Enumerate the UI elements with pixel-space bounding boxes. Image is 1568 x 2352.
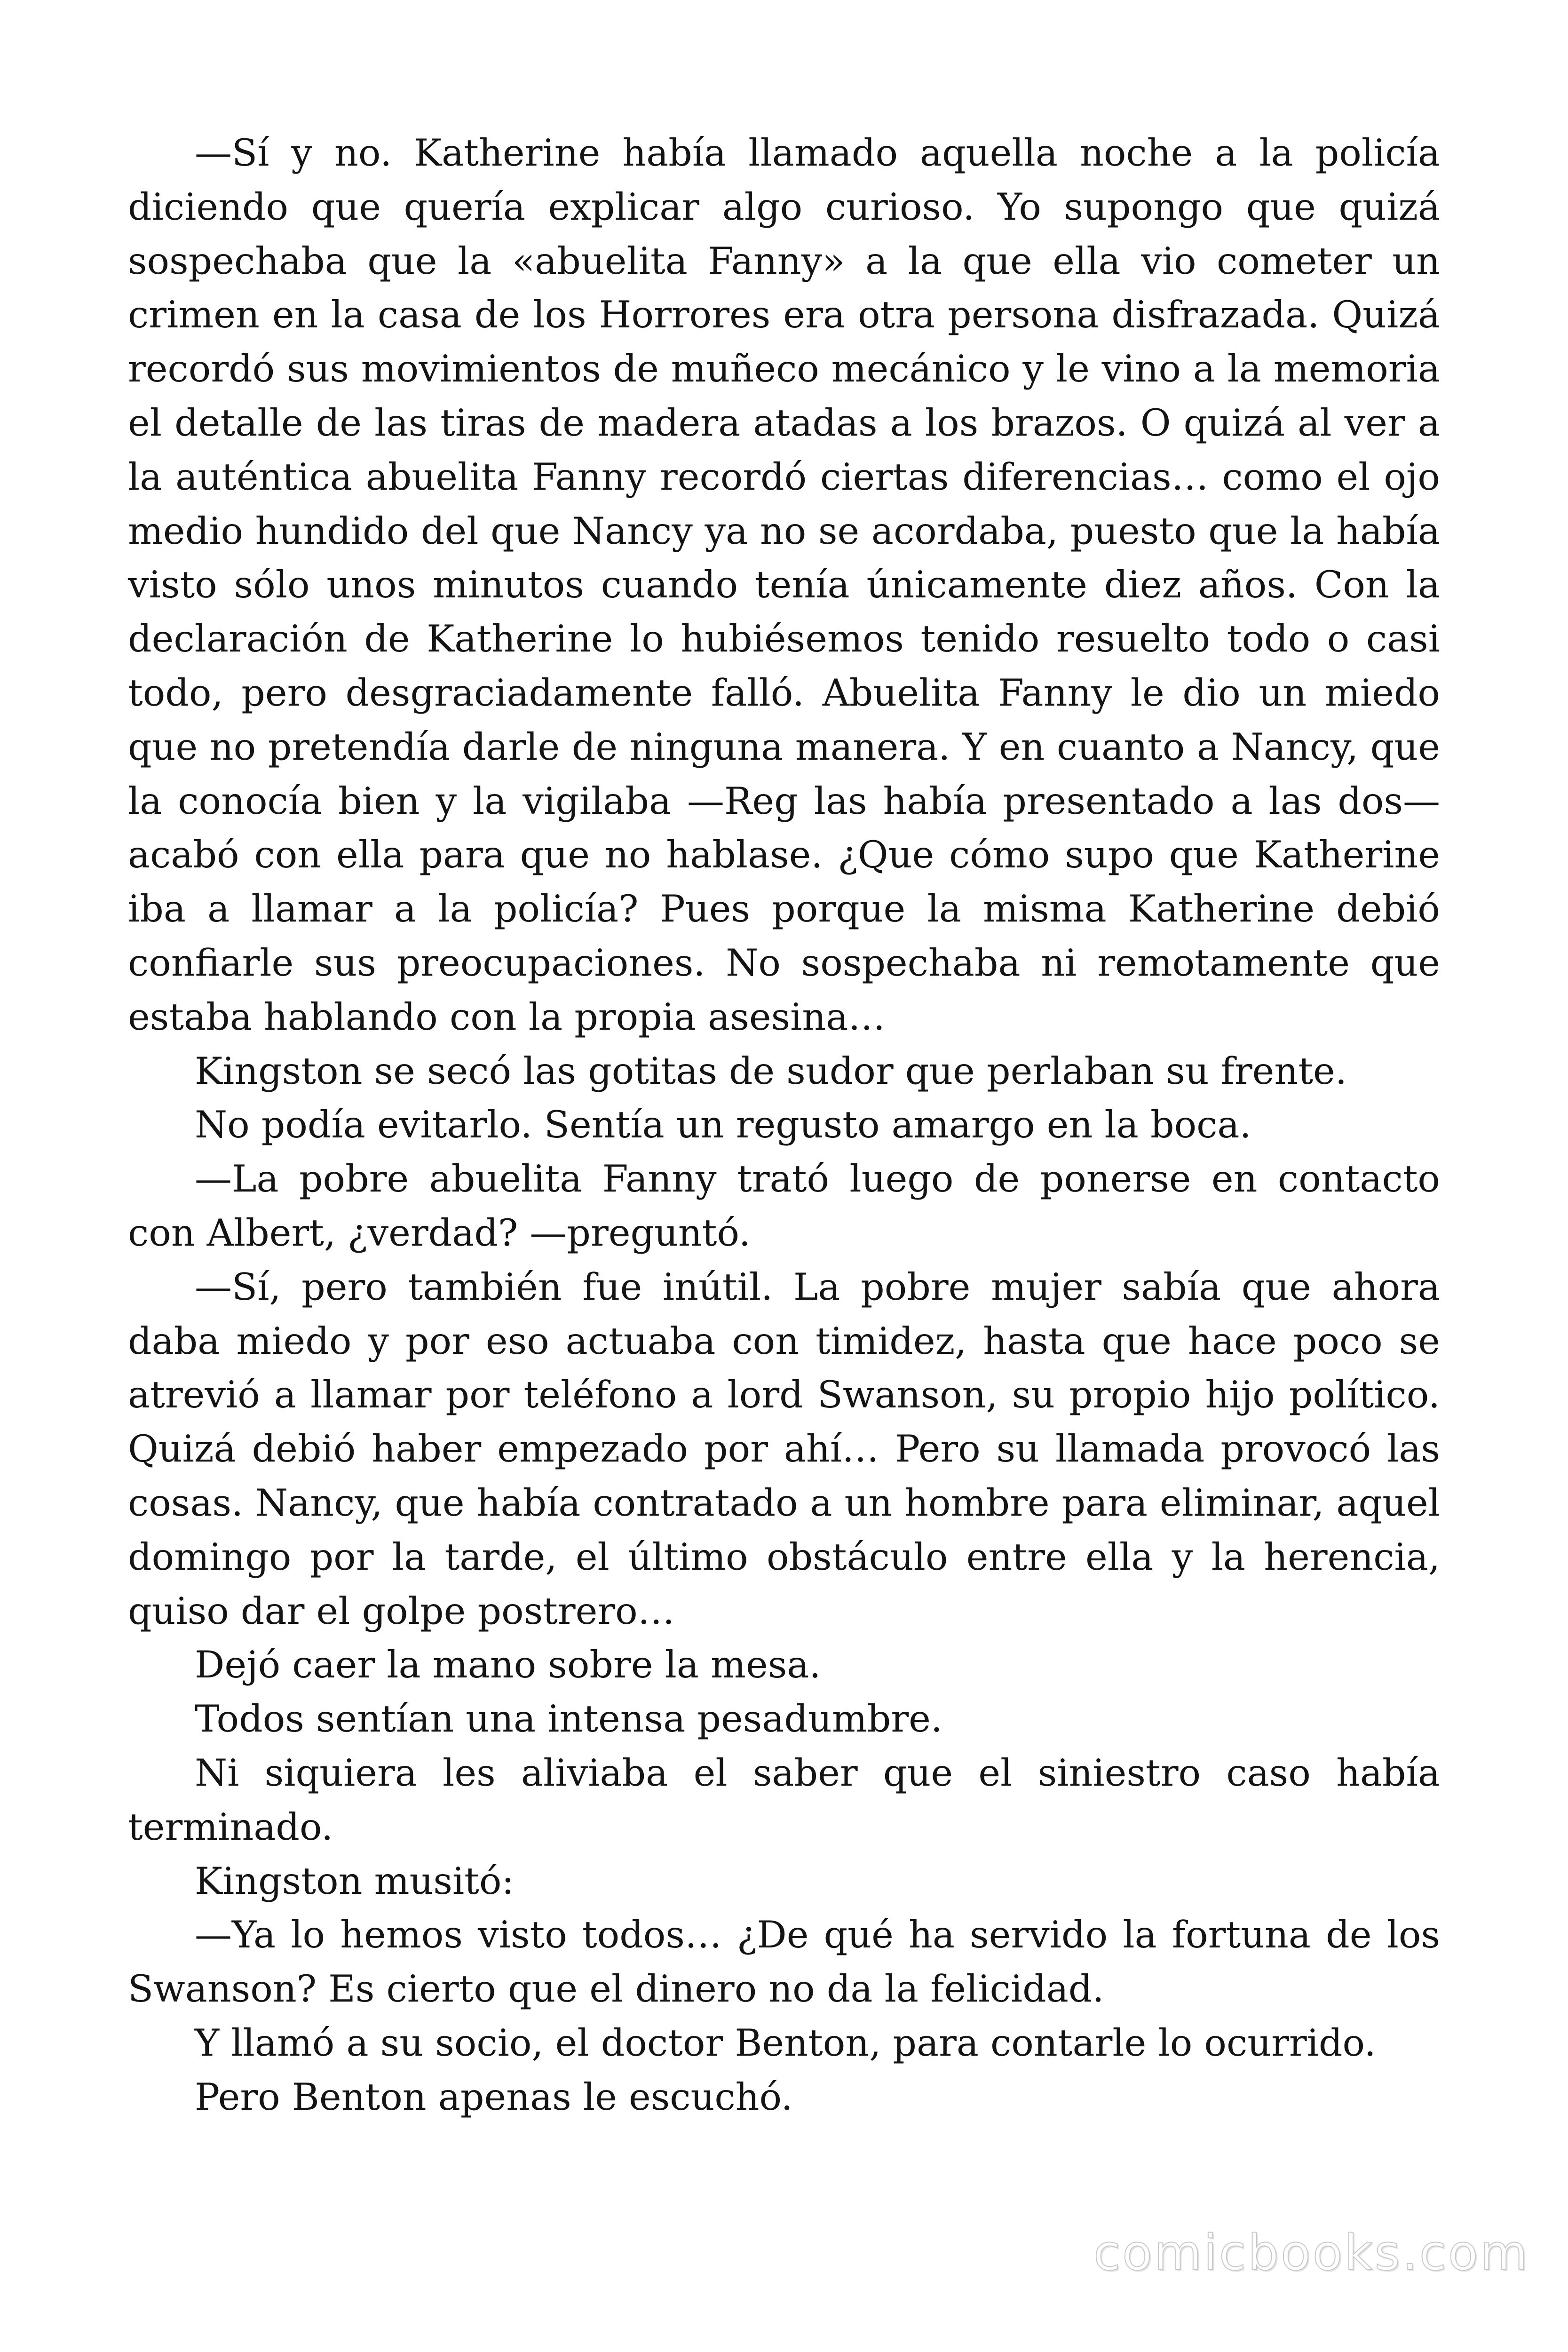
watermark: comicbooks.com: [1093, 2224, 1529, 2281]
paragraph: Kingston musitó:: [195, 1859, 515, 1903]
paragraph: —Sí y no. Katherine había llamado aquella noche a la policía diciendo que quería explicar algo curioso. Yo supongo que quizá sospechaba que la «abuelita Fanny» a la que ella vio cometer un crimen en la casa de los Horrores era otra persona disfrazada. Quizá recordó sus movimientos de muñeco mecánico y le vino a la memoria el detalle de las tiras de madera atadas a los brazos. O quizá al ver a la auténtica abuelita Fanny recordó ciertas diferencias… como el ojo medio hundido del que Nancy ya no se acordaba, puesto que la había visto sólo unos minutos cuando tenía únicamente diez años. Con la declaración de Katherine lo hubiésemos tenido resuelto todo o casi todo, pero desgraciadamente falló. Abuelita Fanny le dio un miedo que no pretendía darle de ninguna manera. Y en cuanto a Nancy, que la conocía bien y la vigilaba —Reg las había presentado a las dos— acabó con ella para que no hablase. ¿Que cómo supo que Katherine iba a llamar a la policía? Pues porque la misma Katherine debió confiarle sus preocupaciones. No sospechaba ni remotamente que estaba hablando con la propia asesina…: [128, 131, 1440, 1039]
body-text: [128, 126, 1440, 2124]
paragraph: Todos sentían una intensa pesadumbre.: [195, 1697, 942, 1741]
paragraph: Ni siquiera les aliviaba el saber que el siniestro caso había terminado.: [128, 1751, 1440, 1849]
paragraph: No podía evitarlo. Sentía un regusto amargo en la boca.: [195, 1103, 1251, 1147]
paragraph: Pero Benton apenas le escuchó.: [195, 2075, 793, 2119]
paragraph: Dejó caer la mano sobre la mesa.: [195, 1643, 821, 1687]
paragraph: Y llamó a su socio, el doctor Benton, para contarle lo ocurrido.: [195, 2021, 1376, 2065]
paragraph: —La pobre abuelita Fanny trató luego de ponerse en contacto con Albert, ¿verdad? —preguntó.: [128, 1157, 1440, 1255]
paragraph: —Sí, pero también fue inútil. La pobre mujer sabía que ahora daba miedo y por eso actuaba con timidez, hasta que hace poco se atrevió a llamar por teléfono a lord Swanson, su propio hijo político. Quizá debió haber empezado por ahí… Pero su llamada provocó las cosas. Nancy, que había contratado a un hombre para eliminar, aquel domingo por la tarde, el último obstáculo entre ella y la herencia, quiso dar el golpe postrero…: [128, 1265, 1440, 1633]
paragraph: —Ya lo hemos visto todos… ¿De qué ha servido la fortuna de los Swanson? Es cierto que el dinero no da la felicidad.: [128, 1913, 1440, 2011]
paragraph: Kingston se secó las gotitas de sudor que perlaban su frente.: [195, 1049, 1347, 1093]
